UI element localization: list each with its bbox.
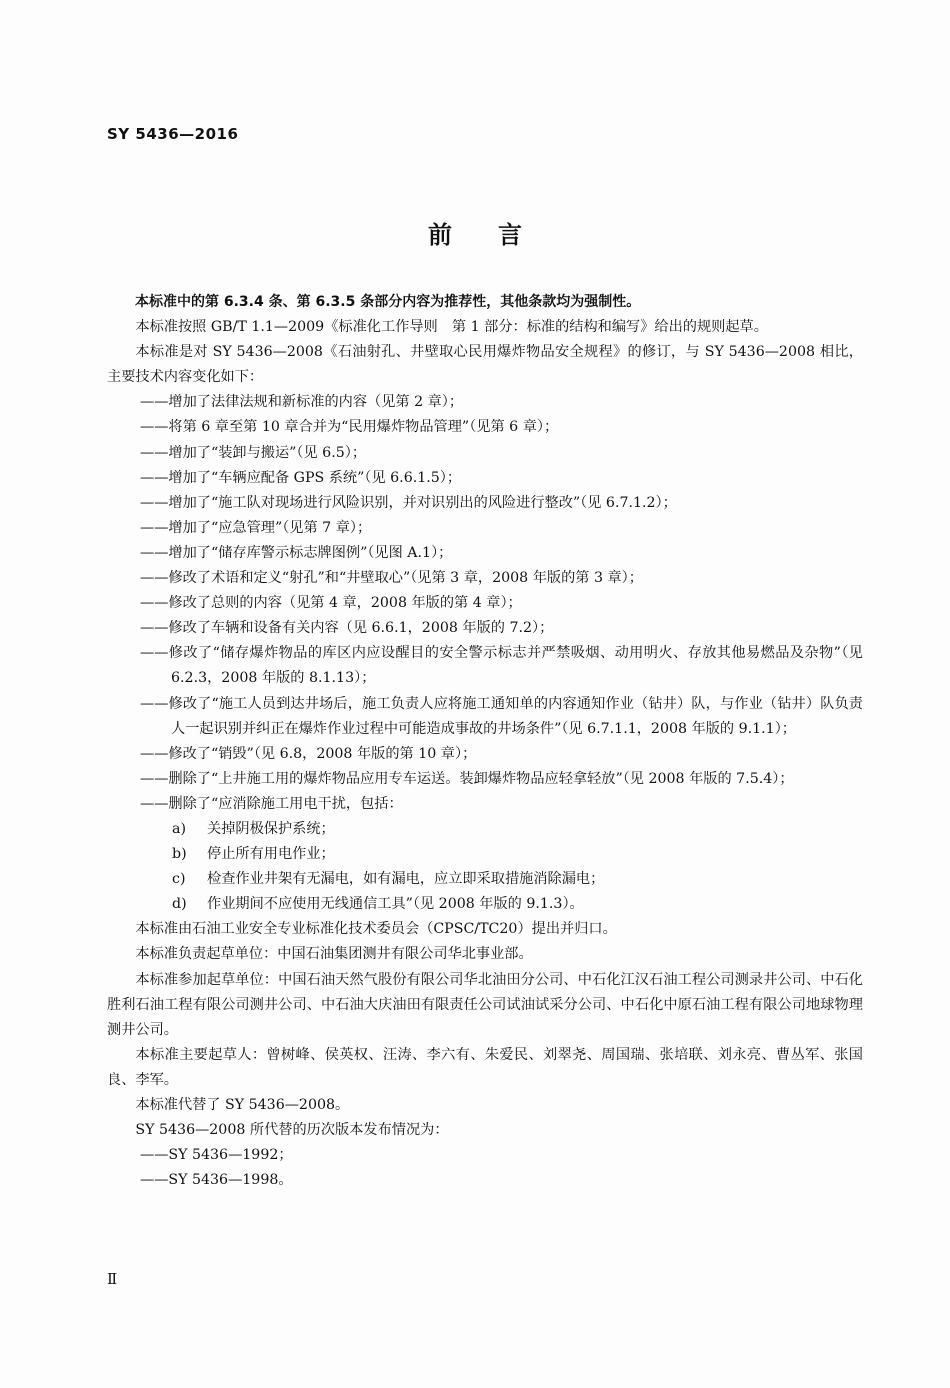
preface-body bbox=[107, 290, 863, 1193]
page-number: Ⅱ bbox=[107, 1270, 118, 1288]
sub-item-text: 停止所有用电作业； bbox=[207, 846, 335, 863]
change-item: ——将第 6 章至第 10 章合并为“民用爆炸物品管理”（见第 6 章）； bbox=[140, 419, 559, 436]
sub-item-text: 检查作业井架有无漏电，如有漏电，应立即采取措施消除漏电； bbox=[207, 871, 605, 888]
replaces-paragraph: 本标准代替了 SY 5436—2008。 bbox=[135, 1097, 350, 1113]
page-title: 前言 bbox=[428, 221, 568, 249]
sub-items-list bbox=[107, 817, 863, 917]
sub-item bbox=[107, 817, 863, 842]
lead-drafter-paragraph: 本标准负责起草单位：中国石油集团测井有限公司华北事业部。 bbox=[135, 946, 533, 963]
sub-item bbox=[107, 892, 863, 917]
revision-paragraph: 本标准是对 SY 5436—2008《石油射孔、井壁取心民用爆炸物品安全规程》的修订，与 SY 5436—2008 相比，主要技术内容变化如下： bbox=[107, 344, 863, 386]
sub-item-marker: c) bbox=[172, 871, 186, 888]
history-list bbox=[107, 1143, 863, 1193]
change-item: ——删除了“应消除施工用电干扰，包括： bbox=[140, 795, 403, 812]
drafting-rules-paragraph: 本标准按照 GB/T 1.1—2009《标准化工作导则 第 1 部分：标准的结构和编写》给出的规则起草。 bbox=[135, 319, 768, 336]
history-item: ——SY 5436—1992； bbox=[140, 1147, 293, 1164]
history-item: ——SY 5436—1998。 bbox=[140, 1172, 293, 1189]
participating-units-paragraph: 本标准参加起草单位：中国石油天然气股份有限公司华北油田分公司、中石化江汉石油工程公司测录井公司、中石化胜利石油工程有限公司测井公司、中石油大庆油田有限责任公司试油试采分公司、中石化中原石油工程有限公司地球物理测井公司。 bbox=[107, 971, 863, 1038]
mandatory-statement: 本标准中的第 6.3.4 条、第 6.3.5 条部分内容为推荐性，其他条款均为强制性。 bbox=[135, 294, 641, 310]
proposer-paragraph: 本标准由石油工业安全专业标准化技术委员会（CPSC/TC20）提出并归口。 bbox=[135, 921, 617, 938]
sub-item bbox=[107, 867, 863, 892]
sub-item-marker: b) bbox=[172, 846, 187, 863]
change-item: ——增加了“应急管理”（见第 7 章）； bbox=[140, 519, 372, 536]
change-item: ——修改了“储存爆炸物品的库区内应设醒目的安全警示标志并严禁吸烟、动用明火、存放其他易燃品及杂物”（见 6.2.3，2008 年版的 8.1.13）； bbox=[140, 645, 863, 687]
history-intro-paragraph: SY 5436—2008 所代替的历次版本发布情况为： bbox=[135, 1122, 449, 1139]
changes-list bbox=[107, 390, 863, 817]
change-item: ——修改了“销毁”（见 6.8，2008 年版的第 10 章）； bbox=[140, 745, 477, 762]
change-item: ——增加了法律法规和新标准的内容（见第 2 章）； bbox=[140, 394, 464, 411]
standard-code-header: SY 5436—2016 bbox=[107, 125, 239, 143]
sub-item-text: 关掉阴极保护系统； bbox=[207, 820, 335, 837]
change-item: ——修改了“施工人员到达井场后，施工负责人应将施工通知单的内容通知作业（钻井）队，与作业（钻井）队负责人一起识别并纠正在爆炸作业过程中可能造成事故的井场条件”（见 6.7.1.1，2008 年版的 9.1.1）； bbox=[140, 695, 863, 737]
change-item: ——增加了“装卸与搬运”（见 6.5）； bbox=[140, 444, 367, 461]
sub-item bbox=[107, 842, 863, 867]
main-drafters-paragraph: 本标准主要起草人：曾树峰、侯英权、汪涛、李六有、朱爱民、刘翠尧、周国瑞、张培联、刘永亮、曹丛军、张国良、李军。 bbox=[107, 1046, 863, 1088]
change-item: ——修改了车辆和设备有关内容（见 6.6.1，2008 年版的 7.2）； bbox=[140, 620, 554, 637]
sub-item-marker: a) bbox=[172, 820, 186, 837]
change-item: ——增加了“储存库警示标志牌图例”（见图 A.1）； bbox=[140, 544, 453, 561]
change-item: ——增加了“施工队对现场进行风险识别，并对识别出的风险进行整改”（见 6.7.1.2）； bbox=[140, 494, 677, 511]
change-item: ——删除了“上井施工用的爆炸物品应用专车运送。装卸爆炸物品应轻拿轻放”（见 2008 年版的 7.5.4）； bbox=[140, 770, 794, 787]
sub-item-text: 作业期间不应使用无线通信工具”（见 2008 年版的 9.1.3）。 bbox=[207, 896, 584, 913]
change-item: ——修改了总则的内容（见第 4 章，2008 年版的第 4 章）； bbox=[140, 595, 522, 612]
sub-item-marker: d) bbox=[172, 896, 187, 913]
change-item: ——修改了术语和定义“射孔”和“井壁取心”（见第 3 章，2008 年版的第 3 章）； bbox=[140, 570, 643, 587]
change-item: ——增加了“车辆应配备 GPS 系统”（见 6.6.1.5）； bbox=[140, 469, 462, 486]
